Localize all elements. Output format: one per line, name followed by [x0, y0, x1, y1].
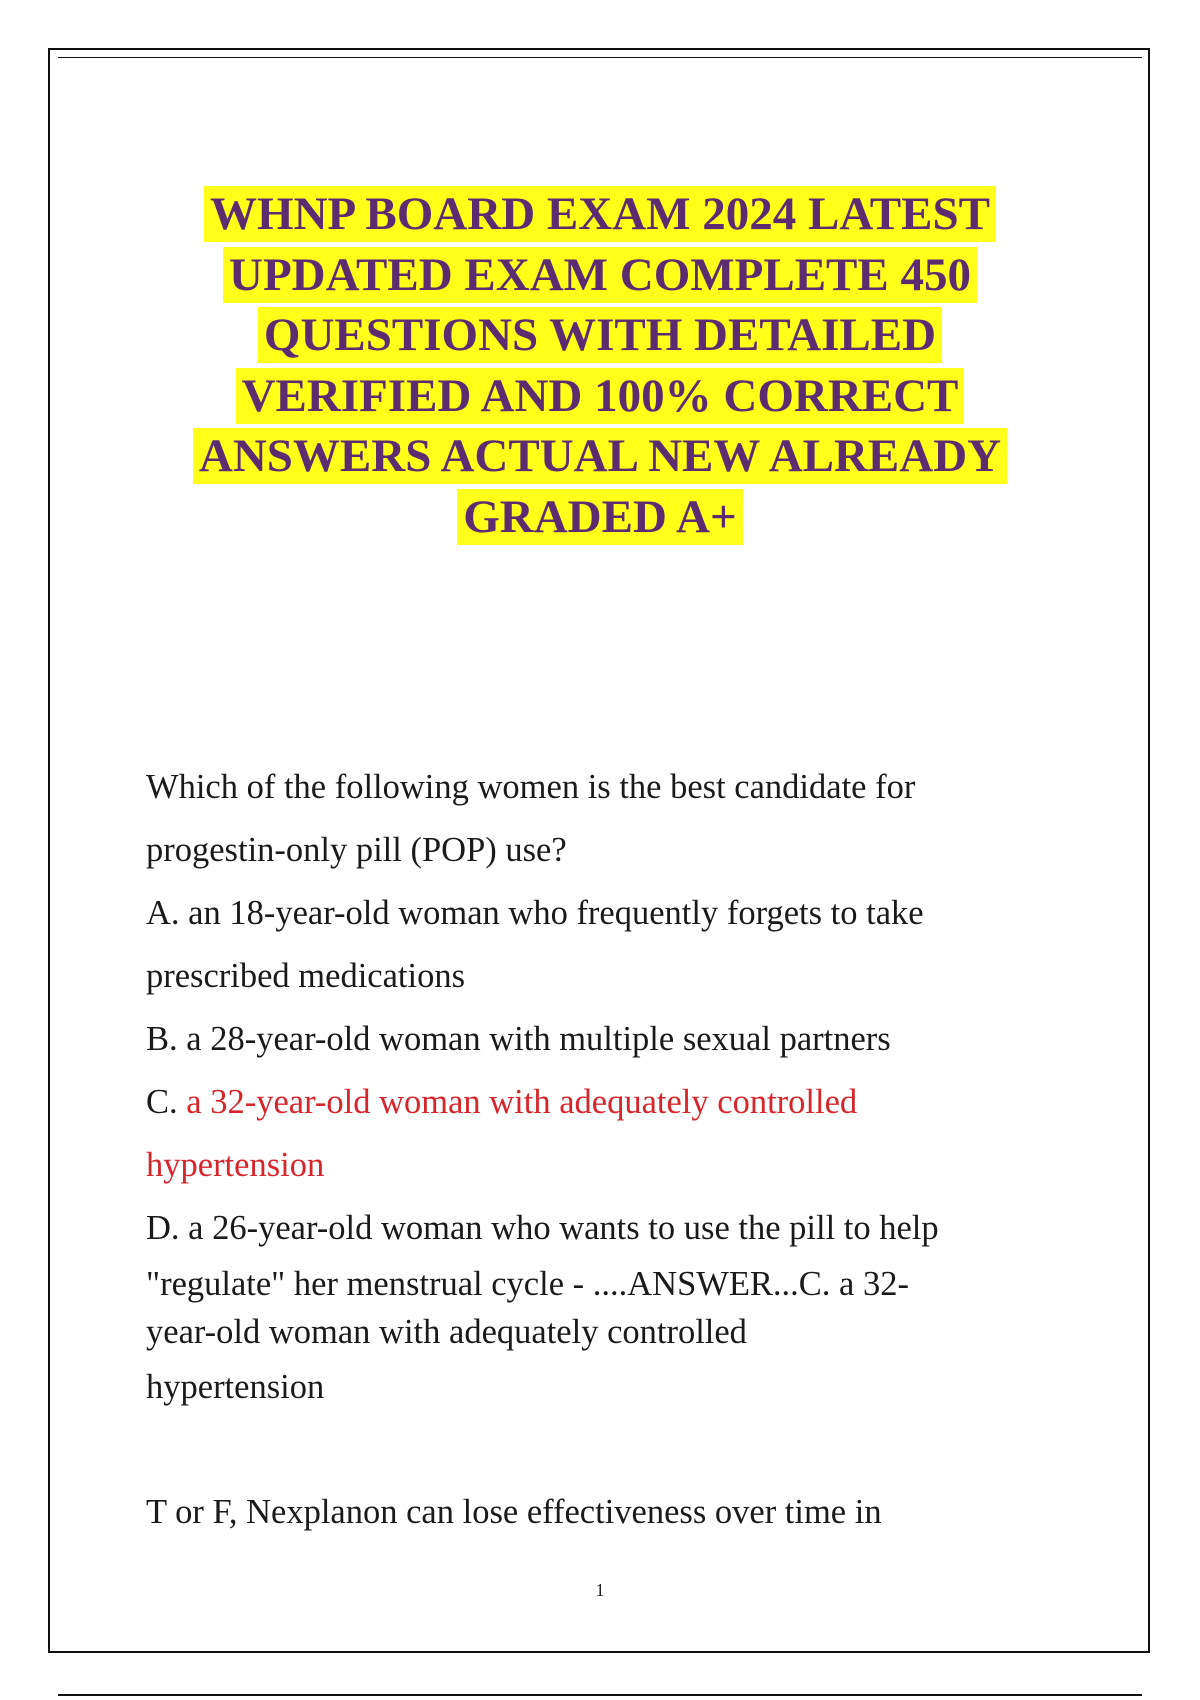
option-d-answer-block [146, 1260, 1046, 1356]
title-line: WHNP BOARD EXAM 2024 LATEST [204, 186, 996, 242]
page-top-rule [58, 57, 1142, 58]
question-2-stem-line: T or F, Nexplanon can lose effectiveness over time in [146, 1493, 882, 1531]
title-line: ANSWERS ACTUAL NEW ALREADY [193, 428, 1007, 484]
title-line: VERIFIED AND 100% CORRECT [236, 368, 965, 424]
option-d [146, 1197, 1046, 1419]
question-1-stem-line: Which of the following women is the best candidate for [146, 768, 916, 806]
option-c-prefix: C. [146, 1083, 187, 1121]
option-c-correct-text: a 32-year-old woman with adequately controlled [186, 1083, 858, 1121]
question-spacer [146, 1419, 1046, 1481]
option-d-line: D. a 26-year-old woman who wants to use the pill to help [146, 1209, 939, 1247]
title-line: UPDATED EXAM COMPLETE 450 [223, 247, 977, 303]
option-b-text: B. a 28-year-old woman with multiple sexual partners [146, 1020, 891, 1058]
option-c [146, 1071, 1046, 1197]
option-a [146, 882, 1046, 1008]
next-page-top-rule [58, 1694, 1142, 1696]
question-1-stem-line: progestin-only pill (POP) use? [146, 831, 567, 869]
answer-line: year-old woman with adequately controlled [146, 1313, 747, 1351]
document-title [150, 184, 1050, 547]
title-line: GRADED A+ [457, 489, 743, 545]
option-a-line: prescribed medications [146, 957, 466, 995]
page-number: 1 [595, 1580, 605, 1600]
question-2-stem [146, 1481, 1046, 1544]
option-a-line: A. an 18-year-old woman who frequently forgets to take [146, 894, 924, 932]
option-c-correct-text: hypertension [146, 1146, 325, 1184]
title-line: QUESTIONS WITH DETAILED [258, 307, 942, 363]
document-body [146, 756, 1046, 1544]
question-1-stem [146, 756, 1046, 882]
option-b [146, 1008, 1046, 1071]
option-d-line: "regulate" her menstrual cycle - ....ANSWER...C. a 32- [146, 1265, 909, 1303]
answer-line: hypertension [146, 1368, 325, 1406]
